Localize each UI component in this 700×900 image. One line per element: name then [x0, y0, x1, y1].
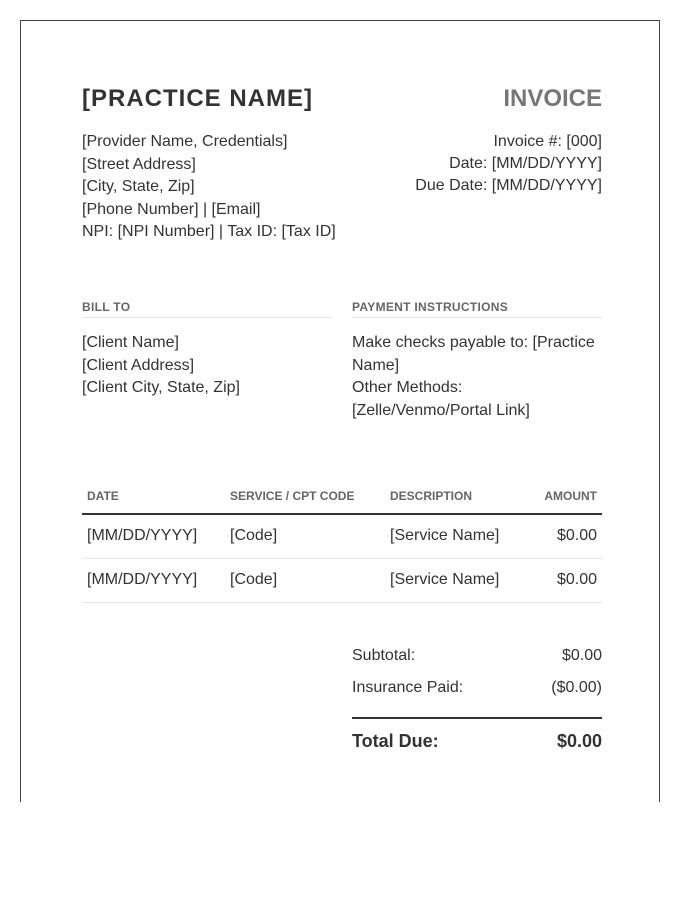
payment-line-4: [Zelle/Venmo/Portal Link] — [352, 401, 530, 419]
provider-street: [Street Address] — [82, 155, 196, 173]
bill-to-heading: BILL TO — [82, 300, 332, 318]
header-description: DESCRIPTION — [390, 489, 473, 503]
total-due-value: $0.00 — [556, 731, 602, 751]
row-code: [Code] — [230, 571, 278, 588]
header-amount: AMOUNT — [544, 489, 597, 503]
subtotal-row — [352, 647, 602, 679]
header-code: SERVICE / CPT CODE — [230, 489, 355, 503]
row-date: [MM/DD/YYYY] — [87, 571, 198, 588]
invoice-due-date: Due Date: [MM/DD/YYYY] — [415, 177, 602, 194]
invoice-title: INVOICE — [503, 85, 602, 112]
payment-line-2: Name] — [352, 356, 400, 374]
subtotal-label: Subtotal: — [352, 647, 416, 664]
client-address: [Client Address] — [82, 356, 195, 374]
bill-to-info — [82, 332, 332, 400]
table-row — [82, 515, 602, 559]
totals-divider — [352, 717, 602, 719]
totals-block — [352, 647, 602, 761]
provider-name: [Provider Name, Credentials] — [82, 133, 288, 150]
payment-line-3: Other Methods: — [352, 379, 463, 396]
invoice-meta — [342, 131, 602, 197]
payment-instructions-heading: PAYMENT INSTRUCTIONS — [352, 300, 602, 318]
row-code: [Code] — [230, 527, 278, 544]
invoice-header — [82, 85, 602, 115]
client-name: [Client Name] — [82, 334, 179, 351]
invoice-date: Date: [MM/DD/YYYY] — [449, 155, 602, 172]
subtotal-value: $0.00 — [561, 647, 602, 664]
insurance-label: Insurance Paid: — [352, 679, 464, 696]
table-row — [82, 559, 602, 603]
practice-name: [PRACTICE NAME] — [82, 85, 313, 112]
payment-info — [352, 332, 602, 422]
row-description: [Service Name] — [390, 527, 500, 544]
total-due-row — [352, 731, 602, 761]
payment-line-1: Make checks payable to: [Practice — [352, 334, 595, 351]
table-header — [82, 487, 602, 515]
provider-ids: NPI: [NPI Number] | Tax ID: [Tax ID] — [82, 223, 336, 240]
total-due-label: Total Due: — [352, 731, 439, 751]
invoice-number: Invoice #: [000] — [493, 133, 602, 150]
insurance-value: ($0.00) — [551, 679, 602, 696]
header-date: DATE — [87, 489, 119, 503]
row-amount: $0.00 — [556, 527, 597, 544]
row-description: [Service Name] — [390, 571, 500, 588]
invoice-page — [20, 20, 660, 802]
provider-info — [82, 131, 382, 244]
row-amount: $0.00 — [556, 571, 597, 588]
client-city: [Client City, State, Zip] — [82, 379, 240, 396]
insurance-row — [352, 679, 602, 711]
services-table — [82, 487, 602, 603]
provider-city: [City, State, Zip] — [82, 178, 195, 195]
provider-contact: [Phone Number] | [Email] — [82, 200, 261, 218]
row-date: [MM/DD/YYYY] — [87, 527, 198, 544]
